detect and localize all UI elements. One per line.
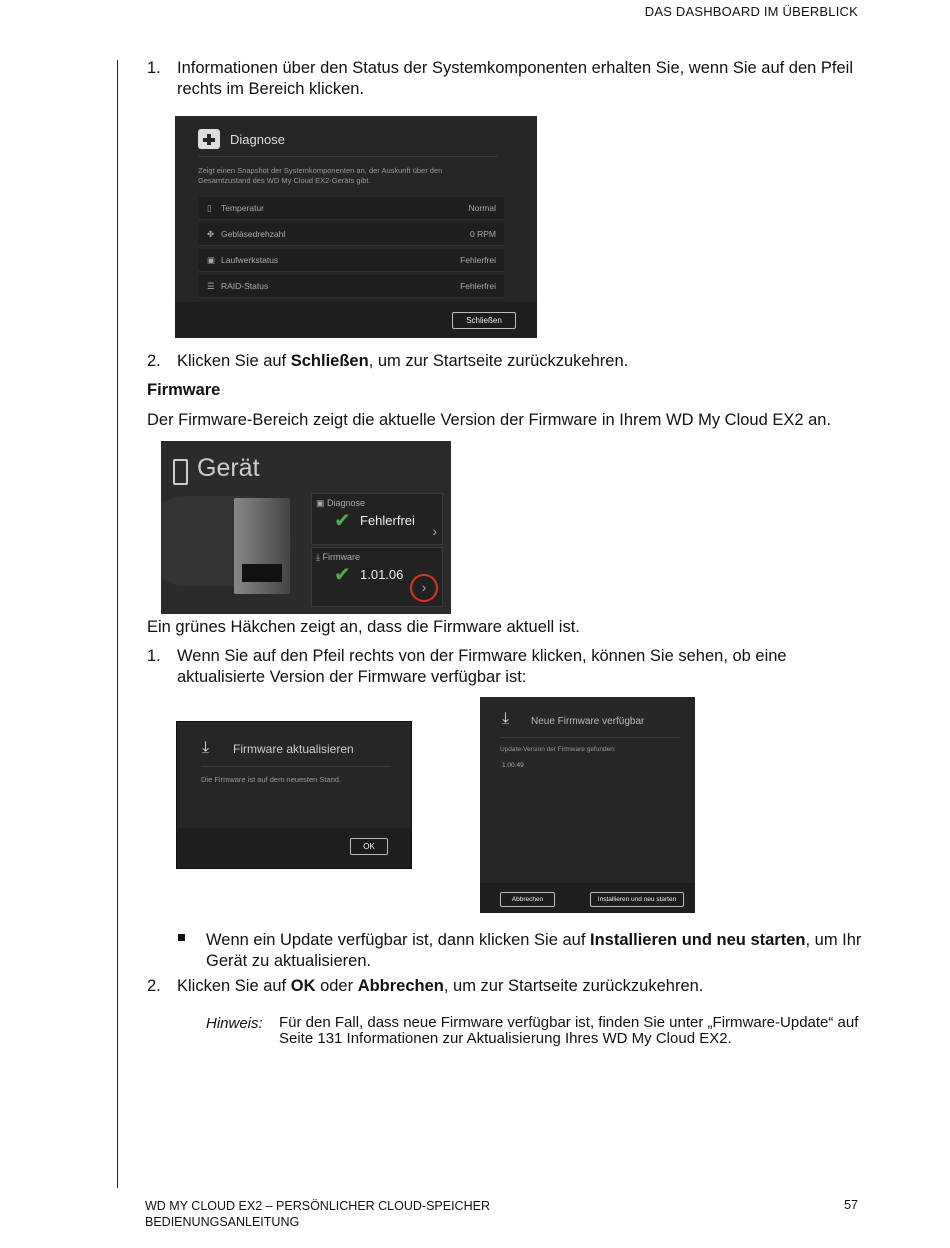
footer-title: WD MY CLOUD EX2 – PERSÖNLICHER CLOUD-SPEICHER BEDIENUNGSANLEITUNG xyxy=(145,1199,490,1229)
drive-icon: ▣ xyxy=(207,255,216,265)
fan-icon: ✤ xyxy=(207,229,215,239)
card-value: 1.01.06 xyxy=(360,567,404,582)
row-value: Fehlerfrei xyxy=(460,281,496,291)
step-text: Informationen über den Status der Systemkomponenten erhalten Sie, wenn Sie auf den Pfeil rechts im Bereich klicken. xyxy=(177,59,854,98)
dialog-title: Firmware aktualisieren xyxy=(233,742,354,756)
dialog-title: Neue Firmware verfügbar xyxy=(531,716,645,727)
chevron-right-icon[interactable]: › xyxy=(432,523,437,539)
firmware-update-dialog-screenshot xyxy=(176,721,412,869)
step-text: Klicken Sie auf OK oder Abbrechen, um zur Startseite zurückzukehren. xyxy=(177,977,704,995)
ok-button[interactable]: OK xyxy=(350,838,388,855)
diagnose-dialog-screenshot xyxy=(175,116,537,338)
paragraph: Ein grünes Häkchen zeigt an, dass die Firmware aktuell ist. xyxy=(147,618,580,636)
chevron-right-icon[interactable]: › xyxy=(410,574,438,602)
note-text: Für den Fall, dass neue Firmware verfügbar ist, finden Sie unter „Firmware-Update“ auf Seite 131 Informationen zur Aktualisierung Ihres WD My Cloud EX2. xyxy=(279,1014,859,1047)
thermometer-icon: ▯ xyxy=(207,203,212,213)
firstaid-icon xyxy=(198,129,220,149)
status-row-temperature xyxy=(199,197,504,220)
step-number: 1. xyxy=(147,59,161,77)
card-label: ⤓ Firmware xyxy=(316,552,360,562)
card-label: ▣ Diagnose xyxy=(316,498,366,508)
panel-title: Gerät xyxy=(197,454,260,482)
status-row-fan xyxy=(199,223,504,246)
dialog-description: Zeigt einen Snapshot der Systemkomponenten an, der Auskunft über den Gesamtzustand des WD My Cloud EX2-Geräts gibt. xyxy=(198,166,443,185)
running-header: DAS DASHBOARD IM ÜBERBLICK xyxy=(644,4,858,19)
divider xyxy=(500,737,680,738)
dialog-text: Update-Version der Firmware gefunden: xyxy=(500,746,616,753)
card-value: Fehlerfrei xyxy=(360,513,415,528)
row-value: Normal xyxy=(468,203,496,213)
device-icon xyxy=(173,459,188,485)
version-text: 1.00.49 xyxy=(502,762,524,769)
row-label: Gebläsedrehzahl xyxy=(221,229,286,239)
margin-rule xyxy=(117,60,118,1188)
dialog-title: Diagnose xyxy=(230,132,285,147)
row-label: RAID-Status xyxy=(221,281,269,291)
step-text: Klicken Sie auf Schließen, um zur Startseite zurückzukehren. xyxy=(177,352,629,370)
bullet-marker xyxy=(178,934,185,941)
step-text: Wenn Sie auf den Pfeil rechts von der Firmware klicken, können Sie sehen, ob eine aktualisierte Version der Firmware verfügbar ist: xyxy=(177,647,787,686)
check-icon: ✔ xyxy=(334,564,351,586)
step-number: 2. xyxy=(147,352,161,370)
row-label: Laufwerkstatus xyxy=(221,255,279,265)
step-number: 1. xyxy=(147,647,161,665)
install-restart-button[interactable]: Installieren und neu starten xyxy=(590,892,684,907)
cancel-button[interactable]: Abbrechen xyxy=(500,892,555,907)
status-row-raid xyxy=(199,275,504,298)
download-icon: ⤓ xyxy=(502,710,510,727)
diagnose-card[interactable] xyxy=(311,493,443,545)
note-label: Hinweis: xyxy=(206,1015,263,1032)
section-heading: Firmware xyxy=(147,381,221,399)
row-value: Fehlerfrei xyxy=(460,255,496,265)
firmware-card[interactable] xyxy=(311,547,443,607)
raid-icon: ☰ xyxy=(207,281,215,291)
step-number: 2. xyxy=(147,977,161,995)
download-icon: ⤓ xyxy=(202,739,210,756)
status-row-drive xyxy=(199,249,504,272)
check-icon: ✔ xyxy=(334,510,351,532)
bullet-text: Wenn ein Update verfügbar ist, dann klicken Sie auf Installieren und neu starten, um Ihr Gerät zu aktualisieren. xyxy=(206,931,862,970)
page-number: 57 xyxy=(844,1198,858,1212)
device-panel-screenshot xyxy=(161,441,451,614)
new-firmware-dialog-screenshot xyxy=(480,697,695,913)
divider xyxy=(201,766,391,767)
nas-device-image xyxy=(234,498,290,594)
dialog-text: Die Firmware ist auf dem neuesten Stand. xyxy=(201,775,342,784)
row-value: 0 RPM xyxy=(470,229,496,239)
paragraph: Der Firmware-Bereich zeigt die aktuelle Version der Firmware in Ihrem WD My Cloud EX2 an. xyxy=(147,411,832,429)
close-button[interactable]: Schließen xyxy=(452,312,516,329)
row-label: Temperatur xyxy=(221,203,264,213)
divider xyxy=(198,156,498,157)
